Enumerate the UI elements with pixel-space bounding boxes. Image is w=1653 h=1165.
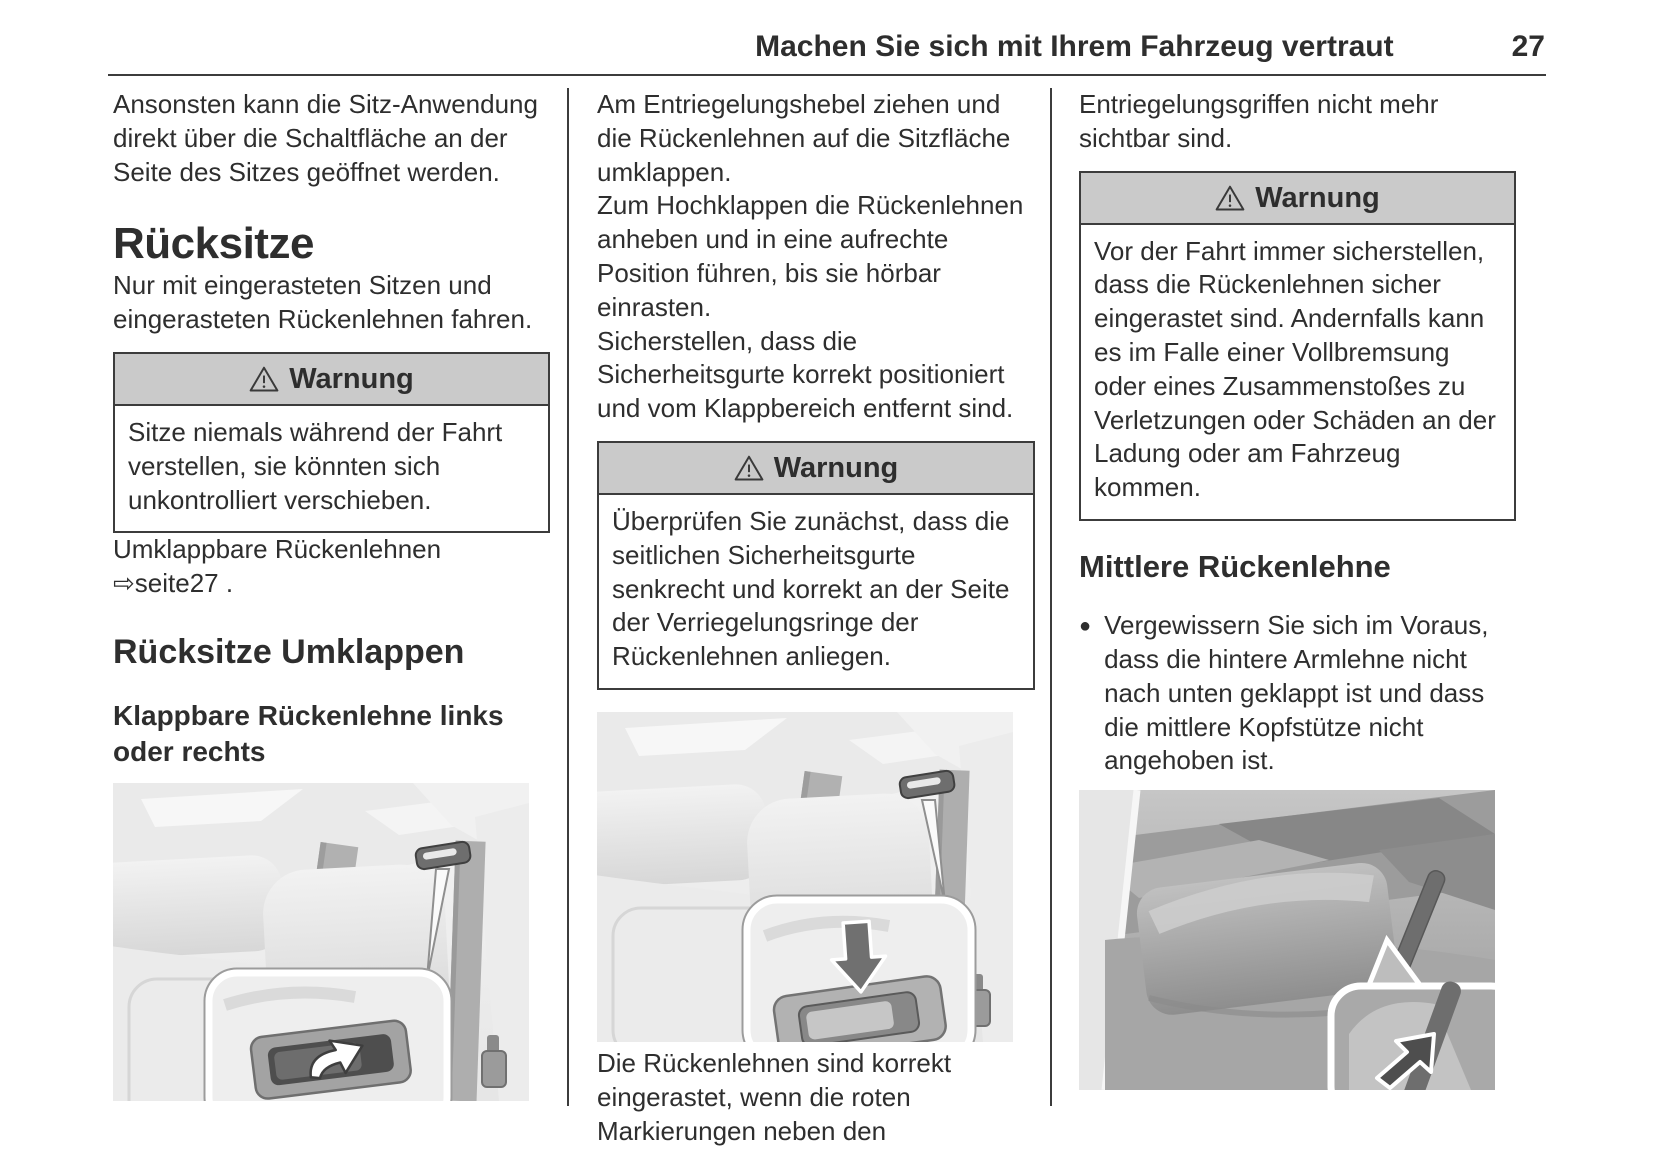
illustration-center-armrest bbox=[1079, 790, 1516, 1095]
bullet-icon: ● bbox=[1079, 615, 1092, 638]
bullet-text: Vergewissern Sie sich im Voraus, dass die hintere Armlehne nicht nach unten geklappt ist und dass die mittlere Kopfstütze nicht angehoben ist. bbox=[1104, 610, 1489, 776]
warning-header bbox=[1081, 173, 1514, 225]
heading-ruecksitze-umklappen: Rücksitze Umklappen bbox=[113, 632, 465, 671]
center-armrest-strap-drawing bbox=[1079, 790, 1495, 1090]
left-headrest bbox=[113, 854, 285, 961]
page-number: 27 bbox=[1511, 30, 1545, 63]
rear-seat-latch-drawing bbox=[597, 712, 1013, 1042]
warning-text: Überprüfen Sie zunächst, dass die seitlichen Sicherheitsgurte senkrecht und korrekt an der Seite der Verriegelungsringe der Rückenlehnen anliegen. bbox=[612, 505, 1010, 672]
cross-reference: Umklappbare Rückenlehnen ⇨seite27 . bbox=[113, 534, 442, 599]
page-header-title: Machen Sie sich mit Ihrem Fahrzeug vertraut bbox=[755, 30, 1394, 63]
illustration-latch-press bbox=[597, 712, 1035, 1047]
warning-title: Warnung bbox=[1255, 181, 1380, 214]
illustration-fold-lever bbox=[113, 783, 550, 1106]
subheading-klappbare-rueckenlehne: Klappbare Rückenlehne links oder rechts bbox=[113, 699, 504, 768]
warning-title: Warnung bbox=[289, 362, 414, 395]
paragraph-handles: Entriegelungsgriffen nicht mehr sichtbar sind. bbox=[1079, 89, 1439, 153]
column-right bbox=[1079, 88, 1516, 1095]
paragraph-belts: Sicherstellen, dass die Sicherheitsgurte korrekt positioniert und vom Klappbereich entfernt sind. bbox=[597, 325, 1014, 424]
warning-body bbox=[1081, 225, 1514, 519]
warning-header bbox=[599, 443, 1033, 495]
page-header bbox=[0, 0, 1653, 74]
warning-box-backrest-locked bbox=[1079, 171, 1516, 521]
latch-inset bbox=[747, 900, 971, 1042]
warning-body bbox=[599, 495, 1033, 688]
column-left bbox=[113, 88, 550, 1106]
release-lever-inset bbox=[209, 973, 447, 1101]
warning-text: Vor der Fahrt immer sicherstellen, dass die Rückenlehnen sicher eingerastet sind. Andernfalls kann es im Falle einer Vollbremsung oder eines Zusammenstoßes zu Verletzungen oder Schäden an der Ladung oder am Fahrzeug kommen. bbox=[1094, 235, 1496, 503]
column-divider bbox=[567, 88, 569, 1106]
content-columns bbox=[0, 76, 1653, 1148]
left-headrest bbox=[597, 783, 769, 890]
subheading-mittlere-rueckenlehne: Mittlere Rückenlehne bbox=[1079, 548, 1391, 584]
warning-box-belt-check bbox=[597, 441, 1035, 690]
paragraph-unlock: Am Entriegelungshebel ziehen und die Rückenlehnen auf die Sitzfläche umklappen. bbox=[597, 89, 1011, 187]
paragraph-raise: Zum Hochklappen die Rückenlehnen anheben und in eine aufrechte Position führen, bis sie hörbar einrasten. bbox=[597, 190, 1024, 322]
warning-box-seat-adjust bbox=[113, 352, 550, 533]
paragraph-red-markings: Die Rückenlehnen sind korrekt eingerastet, wenn die roten Markierungen neben den bbox=[597, 1047, 952, 1146]
heading-ruecksitze: Rücksitze bbox=[113, 219, 314, 269]
warning-triangle-icon bbox=[249, 365, 279, 393]
warning-header bbox=[115, 354, 548, 406]
paragraph-drive-note: Nur mit eingerasteten Sitzen und eingerasteten Rückenlehnen fahren. bbox=[113, 270, 533, 335]
warning-body bbox=[115, 406, 548, 531]
paragraph-intro: Ansonsten kann die Sitz-Anwendung direkt über die Schaltfläche an der Seite des Sitzes geöffnet werden. bbox=[113, 89, 538, 187]
column-divider bbox=[1050, 88, 1052, 1106]
bullet-item bbox=[1079, 609, 1516, 778]
warning-text: Sitze niemals während der Fahrt verstellen, sie könnten sich unkontrolliert verschieben. bbox=[128, 416, 503, 515]
callout-bubble bbox=[1331, 979, 1495, 1090]
rear-seat-fold-lever-drawing bbox=[113, 783, 529, 1101]
warning-triangle-icon bbox=[734, 454, 764, 482]
column-middle bbox=[597, 88, 1035, 1148]
warning-title: Warnung bbox=[773, 451, 899, 484]
warning-triangle-icon bbox=[1215, 184, 1245, 212]
